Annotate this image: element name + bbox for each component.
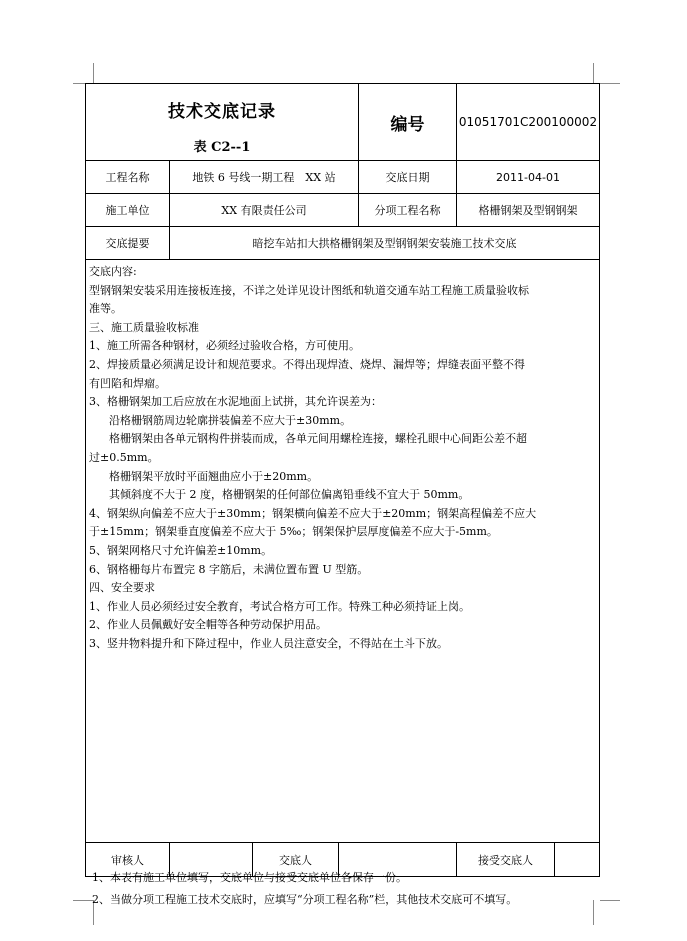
project-name-value: 地铁 6 号线一期工程 XX 站 bbox=[170, 161, 359, 193]
crop-mark-top-left bbox=[93, 63, 94, 83]
content-line: 2、作业人员佩戴好安全帽等各种劳动保护用品。 bbox=[89, 618, 327, 632]
title-cell bbox=[86, 84, 359, 160]
content-line: 其倾斜度不大于 2 度，格栅钢架的任何部位偏离铅垂线不宜大于 50mm。 bbox=[109, 488, 470, 502]
crop-mark-top-right bbox=[593, 63, 594, 83]
crop-mark-bottom-left-h bbox=[73, 900, 93, 901]
content-line: 四、安全要求 bbox=[89, 581, 155, 595]
content-line: 交底内容: bbox=[89, 265, 137, 278]
content-line: 格栅钢架由各单元钢构件拼装而成，各单元间用螺栓连接，螺栓孔眼中心间距公差不超 bbox=[109, 432, 527, 446]
project-row bbox=[86, 161, 599, 194]
content-line: 格栅钢架平放时平面翘曲应小于±20mm。 bbox=[109, 469, 319, 483]
content-line: 于±15mm；钢架垂直度偏差不应大于 5‰；钢架保护层厚度偏差不应大于-5mm。 bbox=[89, 525, 498, 539]
summary-row bbox=[86, 227, 599, 260]
form-number: 表 C2--1 bbox=[193, 140, 251, 155]
content-line: 沿格栅钢筋周边轮廓拼装偏差不应大于±30mm。 bbox=[109, 413, 352, 427]
number-value: 01051701C200100002 bbox=[458, 115, 598, 129]
crop-mark-top-right-h bbox=[600, 83, 620, 84]
content-line: 1、作业人员必须经过安全教育，考试合格方可工作。特殊工种必须持证上岗。 bbox=[89, 599, 470, 613]
summary-label: 交底提要 bbox=[86, 227, 170, 259]
crop-mark-bottom-right bbox=[593, 900, 594, 925]
content-line: 3、格栅钢架加工后应放在水泥地面上试拼，其允许误差为： bbox=[89, 395, 382, 409]
unit-label: 施工单位 bbox=[86, 194, 170, 226]
receiver-label: 接受交底人 bbox=[457, 843, 555, 876]
header-row bbox=[86, 84, 599, 161]
receiver-value bbox=[555, 843, 599, 876]
disclosure-content bbox=[86, 260, 599, 842]
content-line: 有凹陷和焊瘤。 bbox=[89, 376, 166, 390]
footnotes bbox=[92, 867, 517, 911]
number-label: 编号 bbox=[390, 114, 425, 135]
unit-value: XX 有限责任公司 bbox=[170, 194, 359, 226]
content-line: 6、钢格栅每片布置完 8 字筋后，未满位置布置 U 型筋。 bbox=[89, 562, 369, 576]
crop-mark-bottom-right-h bbox=[600, 900, 620, 901]
unit-row bbox=[86, 194, 599, 227]
content-line: 三、施工质量验收标准 bbox=[89, 320, 199, 334]
reviewer-label: 审核人 bbox=[86, 843, 170, 876]
sub-project-value: 格栅钢架及型钢钢架 bbox=[478, 204, 578, 217]
project-name-label: 工程名称 bbox=[86, 161, 170, 193]
date-value: 2011-04-01 bbox=[496, 170, 560, 184]
content-line: 3、竖井物料提升和下降过程中，作业人员注意安全，不得站在土斗下放。 bbox=[89, 636, 448, 650]
content-row bbox=[86, 260, 599, 843]
presenter-label: 交底人 bbox=[253, 843, 339, 876]
form-title: 技术交底记录 bbox=[168, 102, 276, 122]
content-line: 2、焊接质量必须满足设计和规范要求。不得出现焊渣、烧焊、漏焊等；焊缝表面平整不得 bbox=[89, 357, 525, 371]
footnote: 1、本表有施工单位填写，交底单位与接受交底单位各保存一份。 bbox=[92, 871, 407, 884]
record-form bbox=[85, 83, 600, 877]
number-value-cell bbox=[457, 84, 599, 160]
content-line: 过±0.5mm。 bbox=[89, 450, 159, 464]
content-line: 5、钢架网格尺寸允许偏差±10mm。 bbox=[89, 543, 273, 557]
summary-value: 暗挖车站扣大拱格栅钢架及型钢钢架安装施工技术交底 bbox=[252, 237, 517, 250]
date-label: 交底日期 bbox=[359, 161, 457, 193]
content-line: 准等。 bbox=[89, 302, 122, 316]
content-line: 1、施工所需各种钢材，必须经过验收合格，方可使用。 bbox=[89, 339, 360, 353]
number-label-cell bbox=[359, 84, 457, 160]
content-line: 型钢钢架安装采用连接板连接，不详之处详见设计图纸和轨道交通车站工程施工质量验收标 bbox=[89, 283, 529, 297]
content-line: 4、钢架纵向偏差不应大于±30mm；钢架横向偏差不应大于±20mm；钢架高程偏差不应大 bbox=[89, 506, 537, 520]
sub-project-label: 分项工程名称 bbox=[359, 194, 457, 226]
footnote: 2、当做分项工程施工技术交底时，应填写“分项工程名称”栏，其他技术交底可不填写。 bbox=[92, 893, 518, 906]
